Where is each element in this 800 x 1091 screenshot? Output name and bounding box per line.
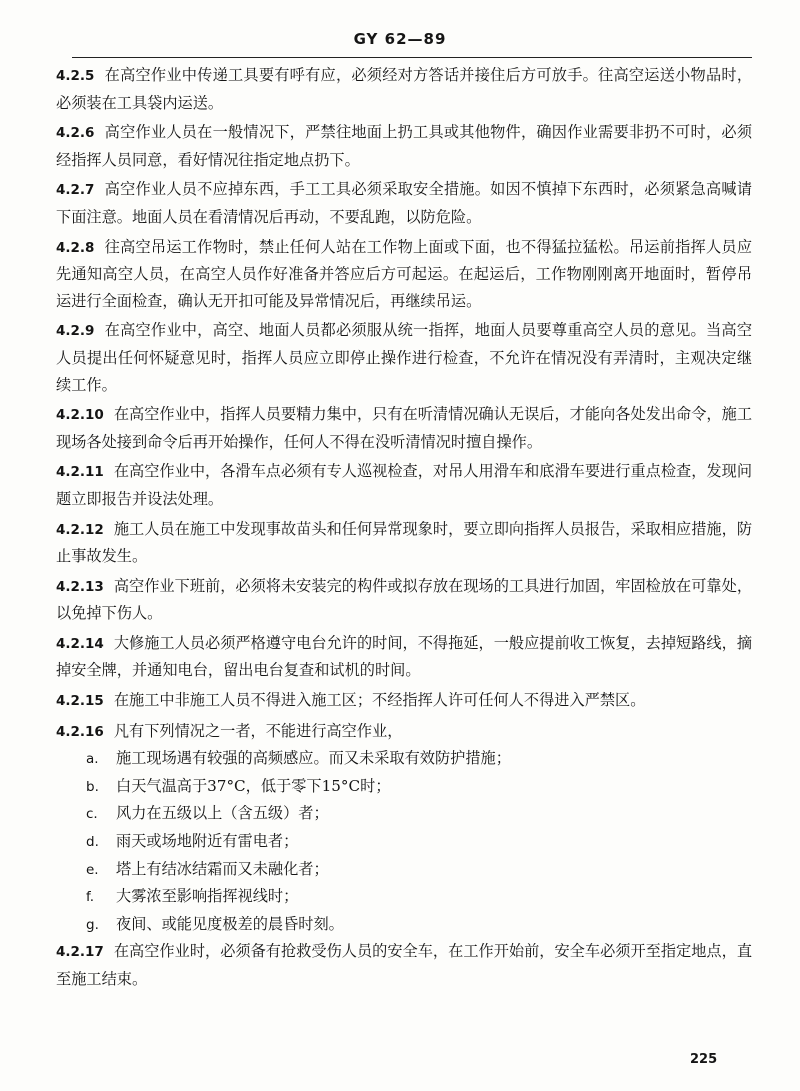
clause-number: 4.2.12 xyxy=(56,521,104,538)
list-item-text: 塔上有结冰结霜而又未融化者； xyxy=(116,859,329,878)
clause-text: 在高空作业中，高空、地面人员都必须服从统一指挥，地面人员要尊重高空人员的意见。当高空人员提出任何怀疑意见时，指挥人员应立即停止操作进行检查，不允许在情况没有弄清时，主观决定继续工作。 xyxy=(56,321,752,394)
clause-4-2-14 xyxy=(56,630,752,684)
clause-text: 在高空作业中，各滑车点必须有专人巡视检查，对吊人用滑车和底滑车要进行重点检查，发现问题立即报告并设法处理。 xyxy=(56,462,752,508)
clause-text: 在高空作业时，必须备有抢救受伤人员的安全车，在工作开始前，安全车必须开至指定地点，直至施工结束。 xyxy=(56,942,752,988)
page-number: 225 xyxy=(690,1052,718,1067)
clause-number: 4.2.16 xyxy=(56,723,104,740)
clause-number: 4.2.14 xyxy=(56,635,104,652)
clause-text: 凡有下列情况之一者，不能进行高空作业， xyxy=(113,721,403,740)
list-item-text: 夜间、或能见度极差的晨昏时刻。 xyxy=(116,914,344,933)
list-item xyxy=(56,773,752,801)
clause-number: 4.2.5 xyxy=(56,68,95,84)
document-body xyxy=(56,62,752,993)
clause-text: 高空作业人员在一般情况下，严禁往地面上扔工具或其他物件，确因作业需要非扔不可时，必须经指挥人员同意，看好情况往指定地点扔下。 xyxy=(56,123,752,169)
list-item xyxy=(56,828,752,856)
clause-4-2-10 xyxy=(56,401,752,455)
list-marker: a. xyxy=(86,751,99,768)
list-marker: d. xyxy=(86,834,99,851)
clause-4-2-16 xyxy=(56,718,752,746)
list-marker: e. xyxy=(86,861,99,878)
clause-4-2-6 xyxy=(56,119,752,173)
list-marker: g. xyxy=(86,916,99,933)
clause-number: 4.2.13 xyxy=(56,578,104,595)
clause-text: 高空作业人员不应掉东西，手工工具必须采取安全措施。如因不慎掉下东西时，必须紧急高喊请下面注意。地面人员在看清情况后再动，不要乱跑，以防危险。 xyxy=(56,180,752,226)
list-item-text: 风力在五级以上（含五级）者； xyxy=(116,804,329,823)
clause-text: 施工人员在施工中发现事故苗头和任何异常现象时，要立即向指挥人员报告，采取相应措施，防止事故发生。 xyxy=(56,519,752,566)
list-marker: b. xyxy=(86,778,99,795)
list-marker: c. xyxy=(86,806,98,823)
clause-4-2-17 xyxy=(56,938,752,992)
list-item-text: 大雾浓至影响指挥视线时； xyxy=(116,887,299,906)
list-item xyxy=(56,856,752,884)
clause-number: 4.2.9 xyxy=(56,323,95,340)
clause-4-2-13 xyxy=(56,573,752,627)
clause-text: 高空作业下班前，必须将未安装完的构件或拟存放在现场的工具进行加固，牢固检放在可靠处，以免掉下伤人。 xyxy=(56,576,752,623)
clause-number: 4.2.15 xyxy=(56,693,104,710)
clause-4-2-12 xyxy=(56,516,752,570)
condition-list xyxy=(56,745,752,938)
list-item-text: 白天气温高于37°C，低于零下15°C时； xyxy=(116,776,391,795)
clause-number: 4.2.10 xyxy=(56,407,104,424)
clause-4-2-8 xyxy=(56,234,752,315)
clause-4-2-5 xyxy=(56,62,752,116)
clause-text: 大修施工人员必须严格遵守电台允许的时间，不得拖延，一般应提前收工恢复，去掉短路线，摘掉安全牌，并通知电台，留出电台复查和试机的时间。 xyxy=(56,633,752,680)
clause-4-2-15 xyxy=(56,687,752,715)
clause-number: 4.2.7 xyxy=(56,182,95,199)
list-item-text: 雨天或场地附近有雷电者； xyxy=(116,832,299,851)
clause-text: 往高空吊运工作物时，禁止任何人站在工作物上面或下面，也不得猛拉猛松。吊运前指挥人员应先通知高空人员，在高空人员作好准备并答应后方可起运。在起运后，工作物刚刚离开地面时，暂停吊运进行全面检查，确认无开扣可能及异常情况后，再继续吊运。 xyxy=(56,237,752,310)
list-item xyxy=(56,745,752,773)
list-item-text: 施工现场遇有较强的高频感应。而又未采取有效防护措施； xyxy=(116,749,511,768)
clause-4-2-9 xyxy=(56,317,752,398)
clause-number: 4.2.8 xyxy=(56,239,95,256)
list-marker: f. xyxy=(86,889,95,906)
clause-number: 4.2.17 xyxy=(56,944,104,961)
clause-text: 在施工中非施工人员不得进入施工区；不经指挥人许可任何人不得进入严禁区。 xyxy=(113,691,646,710)
list-item xyxy=(56,911,752,939)
clause-number: 4.2.6 xyxy=(56,125,95,142)
document-code-header: GY 62—89 xyxy=(353,30,447,48)
clause-number: 4.2.11 xyxy=(56,464,104,481)
clause-4-2-11 xyxy=(56,458,752,512)
list-item xyxy=(56,883,752,911)
clause-text: 在高空作业中，指挥人员要精力集中，只有在听清情况确认无误后，才能向各处发出命令，施工现场各处接到命令后再开始操作，任何人不得在没听清情况时擅自操作。 xyxy=(56,405,752,451)
header-rule xyxy=(72,57,752,58)
clause-4-2-7 xyxy=(56,176,752,230)
list-item xyxy=(56,800,752,828)
clause-text: 在高空作业中传递工具要有呼有应，必须经对方答话并接住后方可放手。往高空运送小物品时，必须装在工具袋内运送。 xyxy=(56,66,752,112)
